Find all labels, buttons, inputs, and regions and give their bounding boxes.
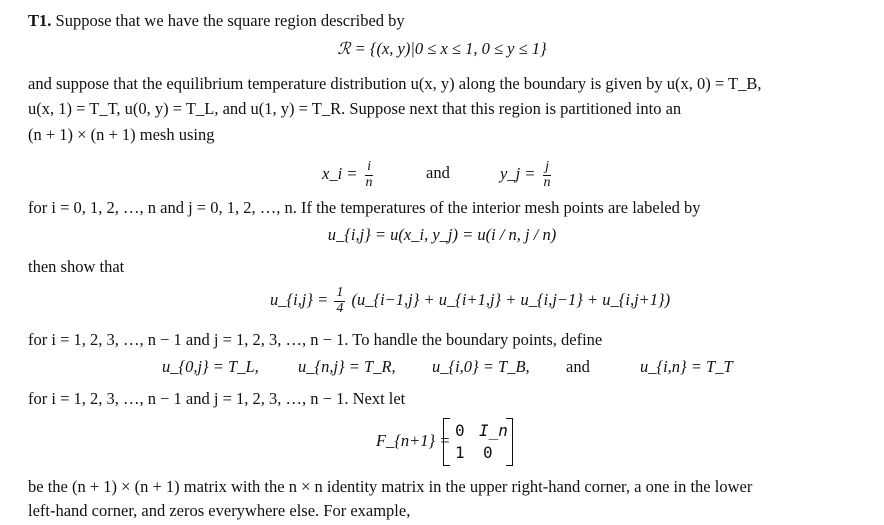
average-rhs: (u_{i−1,j} + u_{i+1,j} + u_{i,j−1} + u_{i,j+1})	[351, 289, 671, 309]
x-mesh-denominator: n	[365, 174, 373, 190]
boundary-top-def: u_{i,n} = T_T	[640, 357, 733, 376]
paragraph-line-2: and suppose that the equilibrium temperature distribution u(x, y) along the boundary is given by u(x, 0) = T_B,	[28, 74, 762, 93]
y-mesh-fraction	[542, 160, 553, 190]
x-mesh-numerator: i	[367, 159, 371, 174]
region-equation: ℛ = {(x, y)|0 ≤ x ≤ 1, 0 ≤ y ≤ 1}	[337, 39, 547, 58]
interior-label-equation: u_{i,j} = u(x_i, y_j) = u(i / n, j / n)	[327, 225, 557, 244]
quarter-denominator: 4	[336, 300, 344, 316]
and-connector-1: and	[426, 163, 450, 182]
paragraph-line-5: for i = 0, 1, 2, …, n and j = 0, 1, 2, …, n. If the temperatures of the interior mesh points are labeled by	[28, 198, 701, 217]
paragraph-line-3: u(x, 1) = T_T, u(0, y) = T_L, and u(1, y) = T_R. Suppose next that this region is partitioned into an	[28, 99, 682, 118]
paragraph-line-4: (n + 1) × (n + 1) mesh using	[28, 125, 215, 144]
boundary-left-def: u_{0,j} = T_L,	[162, 357, 259, 376]
paragraph-line-10: left-hand corner, and zeros everywhere else. For example,	[28, 501, 411, 520]
matrix-cell-21: 1	[455, 443, 465, 462]
x-mesh-equation	[322, 160, 377, 190]
y-mesh-lhs: y_j =	[500, 163, 536, 183]
y-mesh-numerator: j	[545, 159, 549, 174]
boundary-right-def: u_{n,j} = T_R,	[298, 357, 396, 376]
average-equation	[270, 286, 670, 316]
y-mesh-denominator: n	[543, 174, 551, 190]
quarter-fraction	[334, 286, 345, 316]
matrix-cell-12: I_n	[479, 421, 508, 440]
problem-heading	[28, 10, 405, 32]
paragraph-line-9: be the (n + 1) × (n + 1) matrix with the n × n identity matrix in the upper right-hand corner, a one in the lower	[28, 477, 753, 496]
matrix-left-bracket	[443, 418, 450, 466]
paragraph-line-8: for i = 1, 2, 3, …, n − 1 and j = 1, 2, 3, …, n − 1. Next let	[28, 389, 406, 408]
x-mesh-lhs: x_i =	[322, 163, 358, 183]
average-lhs: u_{i,j} =	[270, 289, 329, 309]
boundary-bottom-def: u_{i,0} = T_B,	[432, 357, 530, 376]
problem-label: T1.	[28, 11, 52, 30]
quarter-numerator: 1	[336, 285, 344, 300]
x-mesh-fraction	[364, 160, 375, 190]
f-matrix-lhs: F_{n+1} =	[376, 431, 451, 450]
matrix-cell-22: 0	[483, 443, 493, 462]
block-matrix	[443, 418, 513, 466]
and-connector-2: and	[566, 357, 590, 376]
matrix-cell-11: 0	[455, 421, 465, 440]
intro-text: Suppose that we have the square region described by	[55, 11, 405, 30]
y-mesh-equation	[500, 160, 555, 190]
paragraph-line-7: for i = 1, 2, 3, …, n − 1 and j = 1, 2, 3, …, n − 1. To handle the boundary points, define	[28, 330, 603, 349]
paragraph-line-6: then show that	[28, 257, 125, 276]
